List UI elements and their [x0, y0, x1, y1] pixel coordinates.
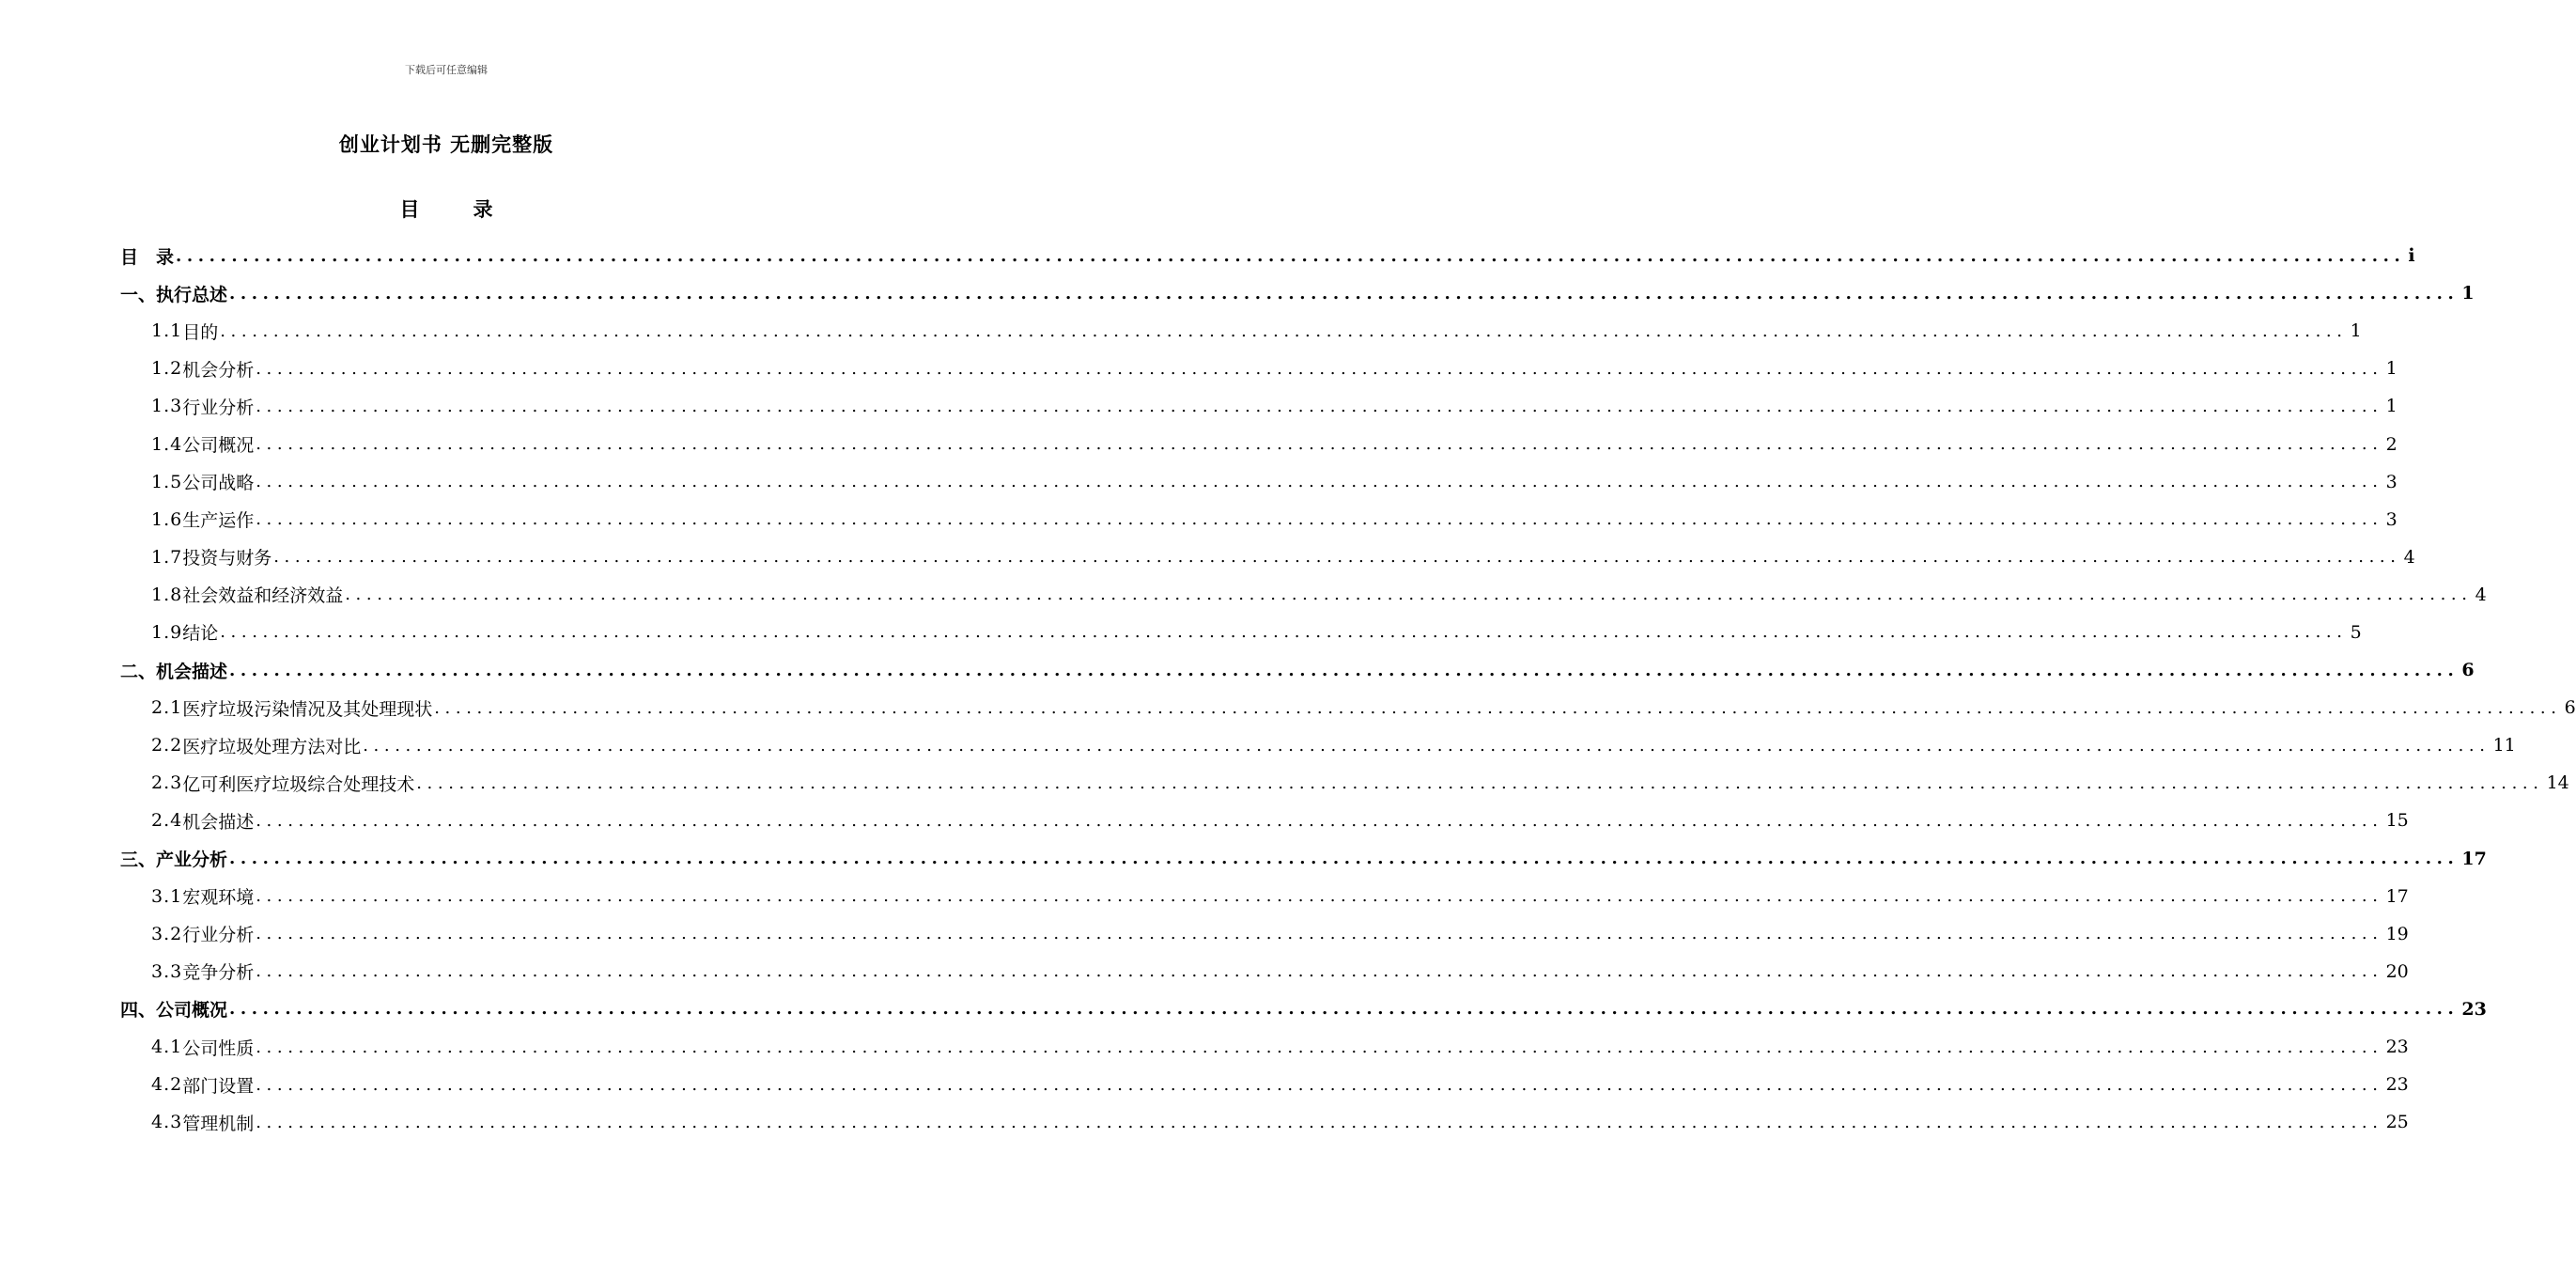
- toc-entry-label: 公司战略: [182, 473, 255, 494]
- toc-dot-leader: ........................................................................................................................................................................................................: [220, 320, 2348, 341]
- toc-entry-number: 目 录: [120, 246, 175, 268]
- toc-entry-label: 部门设置: [182, 1075, 255, 1097]
- toc-entry-number: 1.9: [151, 621, 183, 643]
- toc-dot-leader: ........................................................................................................................................................................................................: [256, 358, 2383, 379]
- toc-entry-number: 1.2: [151, 358, 183, 380]
- toc-entry-page: 5: [2350, 621, 2362, 643]
- toc-entry[interactable]: [120, 463, 2398, 501]
- toc-dot-leader: ........................................................................................................................................................................................................: [345, 585, 2473, 605]
- toc-entry[interactable]: [120, 614, 2362, 651]
- toc-entry-page: 1: [2350, 320, 2362, 342]
- toc-entry-label: 执行总述: [156, 284, 228, 305]
- toc-entry-label: 结论: [182, 623, 219, 645]
- toc-entry-number: 1.4: [151, 433, 183, 455]
- toc-entry-page: i: [2408, 245, 2415, 267]
- toc-entry-label: 机会分析: [182, 359, 255, 381]
- toc-dot-leader: ........................................................................................................................................................................................................: [256, 1074, 2383, 1095]
- toc-entry-number: 2.3: [151, 772, 183, 794]
- toc-entry-label: 竞争分析: [182, 962, 255, 984]
- toc-entry-number: 1.7: [151, 546, 183, 568]
- toc-entry-page: 14: [2546, 772, 2569, 794]
- toc-entry-number: 2.2: [151, 735, 183, 756]
- toc-entry-label: 目的: [182, 321, 219, 343]
- toc-entry[interactable]: [120, 387, 2398, 425]
- toc-entry[interactable]: [120, 651, 2475, 689]
- toc-dot-leader: ........................................................................................................................................................................................................: [256, 924, 2383, 944]
- toc-entry-number: 2.4: [151, 810, 183, 832]
- toc-entry[interactable]: [120, 576, 2487, 614]
- toc-entry-number: 二、: [120, 661, 157, 682]
- toc-entry-label: 宏观环境: [182, 887, 255, 909]
- toc-dot-leader: ........................................................................................................................................................................................................: [229, 999, 2460, 1020]
- toc-entry-label: 机会描述: [156, 661, 228, 682]
- toc-entry-label: 公司性质: [182, 1037, 255, 1059]
- toc-dot-leader: ........................................................................................................................................................................................................: [229, 849, 2460, 869]
- toc-entry-label: 医疗垃圾处理方法对比: [182, 736, 362, 757]
- toc-entry-page: 11: [2492, 735, 2516, 756]
- toc-entry-number: 1.6: [151, 508, 183, 530]
- toc-entry-number: 4.1: [151, 1037, 183, 1058]
- toc-entry[interactable]: [120, 1028, 2409, 1066]
- toc-dot-leader: ........................................................................................................................................................................................................: [256, 396, 2383, 416]
- toc-entry[interactable]: [120, 802, 2409, 839]
- toc-entry[interactable]: [120, 350, 2398, 387]
- toc-dot-leader: ........................................................................................................................................................................................................: [256, 1037, 2383, 1057]
- toc-entry-number: 4.3: [151, 1112, 183, 1133]
- toc-entry-number: 一、: [120, 284, 157, 305]
- toc-entry-page: 19: [2385, 923, 2409, 944]
- table-of-contents: [120, 237, 2576, 1141]
- toc-entry-label: 投资与财务: [182, 548, 272, 569]
- document-title: 创业计划书 无删完整版: [338, 133, 554, 156]
- toc-dot-leader: ........................................................................................................................................................................................................: [256, 961, 2383, 982]
- toc-entry-number: 4.2: [151, 1074, 183, 1096]
- toc-dot-leader: ........................................................................................................................................................................................................: [229, 283, 2460, 304]
- toc-entry-page: 6: [2564, 697, 2576, 719]
- toc-entry-page: 6: [2461, 660, 2475, 681]
- toc-entry[interactable]: [120, 274, 2475, 312]
- toc-entry-page: 25: [2385, 1112, 2409, 1133]
- toc-entry-page: 20: [2385, 960, 2409, 982]
- toc-entry-label: 机会描述: [182, 811, 255, 833]
- toc-entry-page: 23: [2385, 1074, 2409, 1096]
- toc-entry[interactable]: [120, 990, 2487, 1028]
- toc-entry-label: 医疗垃圾污染情况及其处理现状: [182, 698, 433, 720]
- toc-entry-number: 1.3: [151, 396, 183, 417]
- toc-entry-number: 1.5: [151, 471, 183, 492]
- toc-entry[interactable]: [120, 1103, 2409, 1141]
- toc-entry-page: 23: [2461, 998, 2487, 1020]
- toc-entry-page: 1: [2461, 283, 2475, 304]
- toc-entry-number: 1.8: [151, 584, 183, 605]
- toc-entry-number: 3.1: [151, 885, 183, 907]
- toc-entry-number: 三、: [120, 850, 157, 871]
- toc-dot-leader: ........................................................................................................................................................................................................: [256, 509, 2383, 530]
- toc-dot-leader: ........................................................................................................................................................................................................: [176, 245, 2406, 266]
- toc-dot-leader: ........................................................................................................................................................................................................: [220, 622, 2348, 643]
- toc-dot-leader: ........................................................................................................................................................................................................: [256, 472, 2383, 492]
- toc-entry-label: 亿可利医疗垃圾综合处理技术: [182, 773, 415, 795]
- toc-dot-leader: ........................................................................................................................................................................................................: [416, 772, 2544, 793]
- toc-entry-label: 公司概况: [182, 435, 255, 457]
- toc-dot-leader: ........................................................................................................................................................................................................: [256, 886, 2383, 907]
- toc-entry-number: 1.1: [151, 320, 183, 342]
- toc-dot-leader: ........................................................................................................................................................................................................: [273, 547, 2401, 568]
- toc-entry[interactable]: [120, 538, 2415, 576]
- toc-entry[interactable]: [120, 425, 2398, 462]
- toc-entry-label: 行业分析: [182, 925, 255, 946]
- toc-entry-label: 生产运作: [182, 510, 255, 532]
- toc-entry[interactable]: [120, 840, 2487, 878]
- toc-entry[interactable]: [120, 689, 2576, 726]
- toc-entry-page: 3: [2385, 471, 2398, 492]
- toc-entry[interactable]: [120, 312, 2362, 350]
- toc-dot-leader: ........................................................................................................................................................................................................: [434, 697, 2562, 718]
- toc-entry-page: 4: [2475, 584, 2487, 605]
- toc-heading: 目 录: [399, 197, 510, 221]
- toc-entry-number: 3.3: [151, 960, 183, 982]
- toc-entry-number: 2.1: [151, 697, 183, 719]
- toc-entry[interactable]: [120, 953, 2409, 990]
- toc-entry-label: 管理机制: [182, 1113, 255, 1134]
- toc-entry[interactable]: [120, 1066, 2409, 1103]
- toc-dot-leader: ........................................................................................................................................................................................................: [256, 434, 2383, 455]
- toc-dot-leader: ........................................................................................................................................................................................................: [363, 735, 2491, 756]
- toc-entry-page: 15: [2385, 810, 2409, 832]
- toc-entry[interactable]: [120, 726, 2516, 764]
- toc-entry-page: 1: [2385, 358, 2398, 380]
- toc-entry-page: 3: [2385, 508, 2398, 530]
- toc-entry[interactable]: [120, 501, 2398, 538]
- toc-entry[interactable]: [120, 764, 2569, 802]
- toc-entry[interactable]: [120, 878, 2409, 915]
- toc-entry-page: 2: [2385, 433, 2398, 455]
- toc-entry-page: 1: [2385, 396, 2398, 417]
- toc-entry-page: 23: [2385, 1037, 2409, 1058]
- toc-entry-label: 公司概况: [156, 1000, 228, 1021]
- toc-entry-page: 17: [2461, 848, 2487, 869]
- toc-dot-leader: ........................................................................................................................................................................................................: [256, 1112, 2383, 1132]
- toc-entry-label: 社会效益和经济效益: [182, 585, 344, 607]
- toc-entry-number: 四、: [120, 1000, 157, 1021]
- toc-entry-page: 17: [2385, 885, 2409, 907]
- header-note: 下载后可任意编辑: [405, 64, 488, 76]
- toc-entry-label: 产业分析: [156, 850, 228, 871]
- toc-entry-page: 4: [2403, 546, 2415, 568]
- toc-entry[interactable]: [120, 237, 2415, 274]
- toc-dot-leader: ........................................................................................................................................................................................................: [229, 660, 2460, 680]
- toc-entry-number: 3.2: [151, 923, 183, 944]
- toc-entry-label: 行业分析: [182, 397, 255, 418]
- toc-entry[interactable]: [120, 915, 2409, 953]
- toc-dot-leader: ........................................................................................................................................................................................................: [256, 810, 2383, 831]
